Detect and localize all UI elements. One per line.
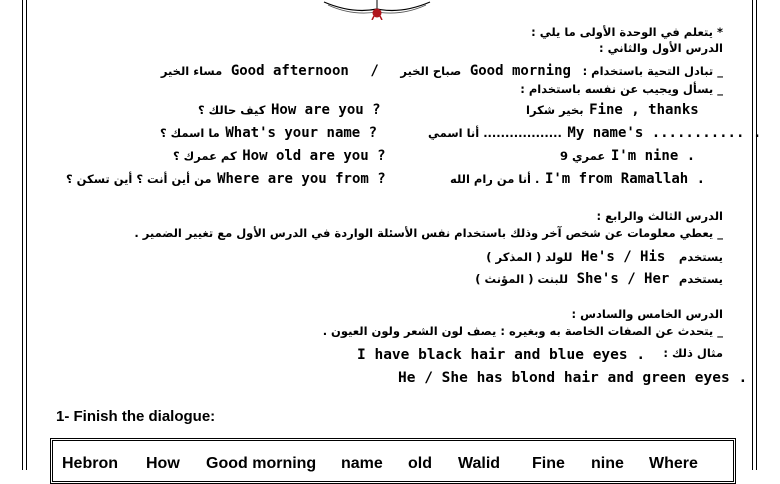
answer-en: I'm nine . [610,148,696,164]
answer-en: My name's ........... . [567,125,762,141]
he-en: He's / His [581,249,666,265]
question-row [160,124,377,140]
word-bank-item: Fine [532,455,565,472]
she-prefix: يستخدم [678,272,723,286]
example-sentence-2: He / She has blond hair and green eyes . [398,370,748,386]
good-morning-ar: صباح الخير [400,64,462,78]
greetings-prefix: _ تبادل التحية باستخدام : [582,64,723,78]
answer-row [450,170,705,186]
question-row [173,147,386,163]
good-afternoon-en: Good afternoon [230,63,349,79]
book-illustration [322,0,432,20]
page-border-left [22,0,27,470]
question-en: How old are you ? [242,148,386,164]
page-border-right [752,0,757,470]
answer-en: I'm from Ramallah . [544,171,706,187]
question-ar: ما اسمك ؟ [160,126,220,140]
question-ar: كيف حالك ؟ [198,103,266,117]
question-en: How are you ? [270,102,381,118]
question-ar: كم عمرك ؟ [173,149,237,163]
word-bank-item: Good morning [206,455,317,472]
word-bank-item: name [341,455,383,472]
greeting-separator: / [370,63,379,79]
exercise-title: 1- Finish the dialogue: [56,408,216,425]
he-usage-line [486,248,723,264]
lesson12-title: الدرس الأول والثاني : [598,41,723,55]
lesson34-desc: _ يعطي معلومات عن شخص آخر وذلك باستخدام نفس الأسئلة الواردة في الدرس الأول مع تغيير الضمير . [134,226,723,240]
answer-ar: أنا من رام الله . [450,172,540,186]
answer-row [560,147,695,163]
answer-en: Fine , thanks [589,102,699,118]
word-bank-item: Where [649,455,698,472]
lesson56-title: الدرس الخامس والسادس : [571,307,723,321]
answer-ar: أنا اسمي .................. [428,126,562,140]
question-en: Where are you from ? [217,171,386,187]
word-bank-item: nine [591,455,624,472]
good-morning-en: Good morning [469,63,571,79]
question-en: What's your name ? [225,125,378,141]
lesson34-title: الدرس الثالث والرابع : [596,209,723,223]
question-ar: من أين أنت ؟ أين تسكن ؟ [66,172,212,186]
answer-row [526,101,699,117]
word-bank-item: How [146,455,180,472]
word-bank-item: old [408,455,432,472]
example-sentence-1: I have black hair and blue eyes . [357,347,646,363]
answer-ar: بخير شكرا [526,103,584,117]
he-prefix: يستخدم [678,250,723,264]
ask-answer-title: _ يسأل ويجيب عن نفسه باستخدام : [520,82,723,96]
word-bank-item: Hebron [62,455,118,472]
she-ar: للبنت ( المؤنث ) [475,272,569,286]
example-label: مثال ذلك : [663,346,723,360]
she-usage-line [475,270,723,286]
question-row [66,170,386,186]
question-row [198,101,381,117]
greetings-line [161,62,723,78]
answer-row [428,124,761,140]
he-ar: للولد ( المذكر ) [486,250,573,264]
word-bank-item: Walid [458,455,501,472]
good-afternoon-ar: مساء الخير [160,64,223,78]
answer-ar: عمري 9 [560,149,606,163]
lesson56-desc: _ يتحدث عن الصفات الخاصة به وبغيره : يصف لون الشعر ولون العيون . [322,324,723,338]
she-en: She's / Her [576,271,670,287]
unit-heading: * يتعلم في الوحدة الأولى ما يلي : [531,25,723,39]
